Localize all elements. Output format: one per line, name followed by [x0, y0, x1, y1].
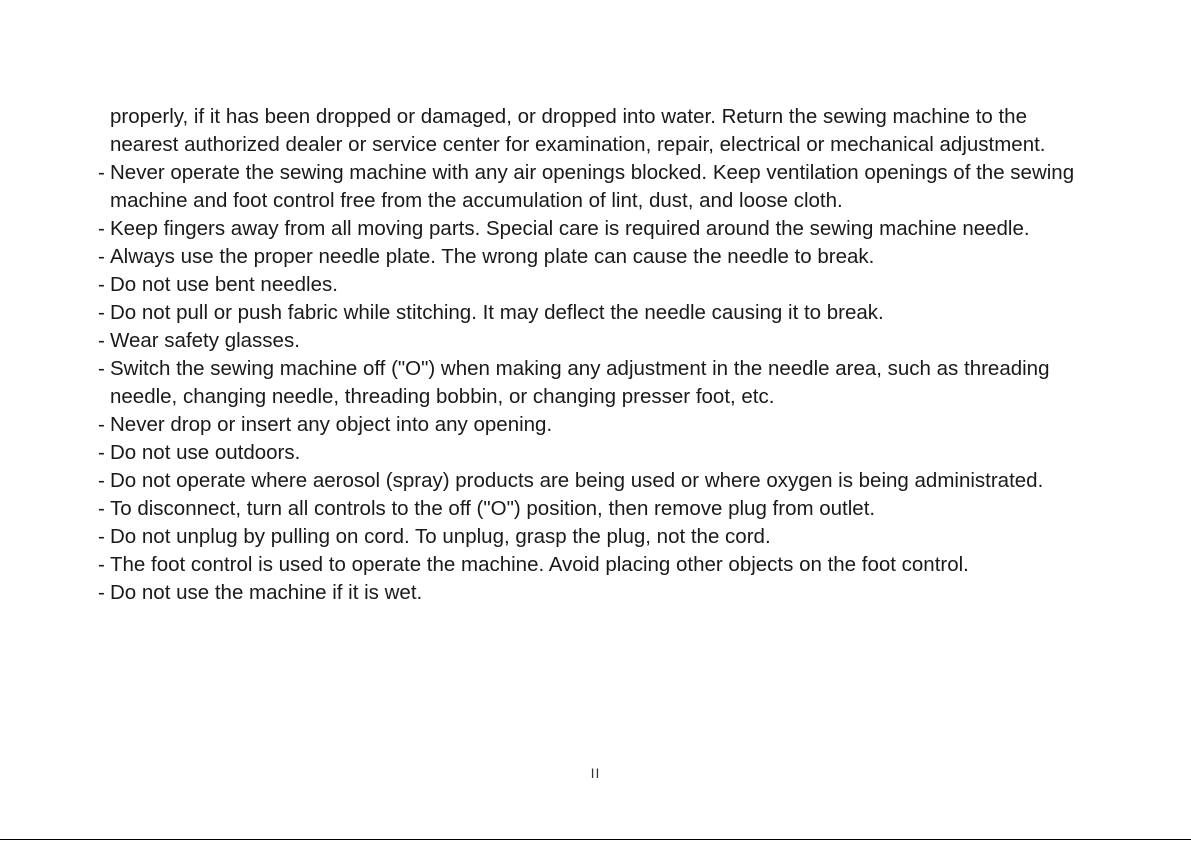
list-item-text: Always use the proper needle plate. The wrong plate can cause the needle to break. [110, 245, 875, 268]
list-item-text: Do not unplug by pulling on cord. To unplug, grasp the plug, not the cord. [110, 525, 771, 548]
bullet-dash: - [98, 469, 105, 492]
safety-instructions [98, 103, 1098, 607]
list-item [98, 299, 1098, 327]
page-number: II [590, 765, 601, 781]
list-item-text: Wear safety glasses. [110, 329, 300, 352]
bullet-dash: - [98, 217, 105, 240]
list-item [98, 551, 1098, 579]
bullet-dash: - [98, 161, 105, 184]
list-item-text: Never operate the sewing machine with any air openings blocked. Keep ventilation openings of the sewing machine and foot control free from the accumulation of lint, dust, and loose cloth. [110, 161, 1075, 212]
bullet-dash: - [98, 441, 105, 464]
bullet-dash: - [98, 553, 105, 576]
list-item-text: Do not use outdoors. [110, 441, 301, 464]
list-item [98, 215, 1098, 243]
bullet-dash: - [98, 413, 105, 436]
bullet-dash: - [98, 273, 105, 296]
list-item-text: Switch the sewing machine off ("O") when making any adjustment in the needle area, such as threading needle, changing needle, threading bobbin, or changing presser foot, etc. [110, 357, 1050, 408]
list-item [98, 523, 1098, 551]
bullet-dash: - [98, 525, 105, 548]
list-item [98, 467, 1098, 495]
list-item-text: Never drop or insert any object into any opening. [110, 413, 553, 436]
bullet-dash: - [98, 301, 105, 324]
list-item-text: Do not pull or push fabric while stitching. It may deflect the needle causing it to break. [110, 301, 884, 324]
list-item [98, 495, 1098, 523]
bullet-dash: - [98, 497, 105, 520]
list-item [98, 439, 1098, 467]
bottom-rule [0, 839, 1191, 840]
list-item-text: Keep fingers away from all moving parts. Special care is required around the sewing machine needle. [110, 217, 1030, 240]
list-item-text: The foot control is used to operate the machine. Avoid placing other objects on the foot control. [110, 553, 969, 576]
bullet-dash: - [98, 245, 105, 268]
bullet-dash: - [98, 581, 105, 604]
list-item-text: Do not use bent needles. [110, 273, 338, 296]
intro-paragraph: properly, if it has been dropped or damaged, or dropped into water. Return the sewing machine to the nearest authorized dealer or service center for examination, repair, electrical or mechanical adjustment. [110, 105, 1046, 156]
list-item-text: To disconnect, turn all controls to the off ("O") position, then remove plug from outlet. [110, 497, 876, 520]
list-item [98, 327, 1098, 355]
list-item [98, 243, 1098, 271]
bullet-dash: - [98, 357, 105, 380]
bullet-dash: - [98, 329, 105, 352]
list-item [98, 271, 1098, 299]
list-item [98, 159, 1098, 215]
list-item [98, 579, 1098, 607]
list-item-text: Do not use the machine if it is wet. [110, 581, 423, 604]
list-item-text: Do not operate where aerosol (spray) products are being used or where oxygen is being administrated. [110, 469, 1044, 492]
list-item [98, 411, 1098, 439]
list-item [98, 355, 1098, 411]
